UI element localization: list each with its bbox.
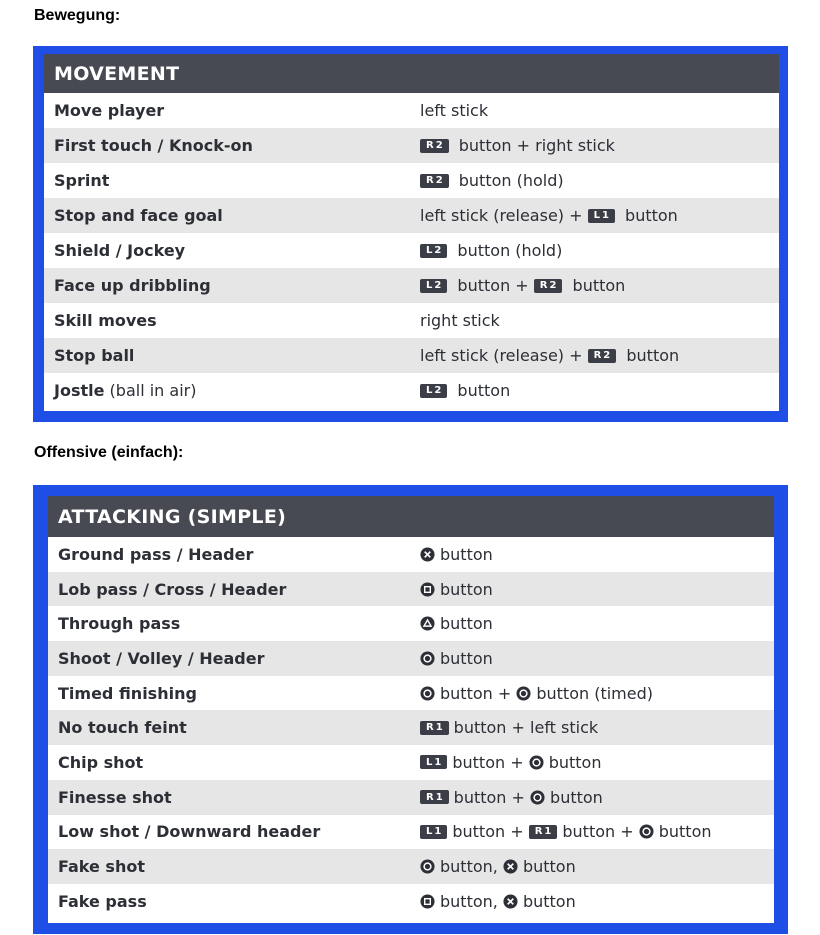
control-text: button + [440,683,517,703]
action-label: Ground pass / Header [58,544,254,564]
movement-rows [44,93,779,408]
section-heading-offensive: Offensive (einfach): [34,444,184,461]
control-cell [420,857,576,876]
action-cell [54,206,420,225]
attacking-row [48,815,774,850]
circle-button-icon [516,686,531,701]
l1-key-icon: L1 [420,755,447,769]
movement-row [44,373,779,408]
control-cell [420,241,562,260]
action-cell [58,822,420,841]
attacking-rows [48,537,774,919]
control-text: button + [562,822,639,842]
action-label: Low shot / Downward header [58,822,321,842]
control-text: button, [440,891,503,911]
control-cell [420,311,500,330]
action-cell [54,101,420,120]
control-cell [420,718,598,737]
action-cell [58,684,420,703]
control-text: button + [452,752,529,772]
action-cell [58,614,420,633]
control-text: right stick [420,311,500,330]
control-text: button (timed) [536,683,654,703]
control-text: button + left stick [453,718,599,738]
attacking-row [48,849,774,884]
control-text: button [452,381,511,400]
action-cell [54,171,420,190]
control-text: left stick (release) + [420,206,588,225]
attacking-row [48,710,774,745]
control-cell [420,381,510,400]
circle-button-icon [420,686,435,701]
action-cell [58,788,420,807]
control-cell [420,892,576,911]
attacking-row [48,606,774,641]
control-text: button + right stick [453,136,615,155]
circle-button-icon [529,755,544,770]
action-cell [58,545,420,564]
r2-key-icon: R2 [420,174,449,188]
action-cell [58,753,420,772]
r2-key-icon: R2 [420,139,449,153]
attacking-panel [33,485,788,934]
triangle-button-icon [420,616,435,631]
action-label: Skill moves [54,311,157,330]
movement-panel [33,46,788,422]
control-text: button [619,206,678,225]
section-heading-bewegung: Bewegung: [34,7,121,24]
action-cell [54,381,420,400]
control-cell [420,545,493,564]
attacking-row [48,641,774,676]
action-label: Chip shot [58,752,144,772]
action-label: Fake pass [58,891,147,911]
r2-key-icon: R2 [588,349,617,363]
control-cell [420,346,679,365]
attacking-row [48,884,774,919]
action-label: Lob pass / Cross / Header [58,579,287,599]
control-text: button, [440,857,503,877]
control-text: button (hold) [453,171,564,190]
cross-button-icon [503,859,518,874]
attacking-table-title: ATTACKING (SIMPLE) [48,496,774,537]
action-label: Timed finishing [58,683,197,703]
attacking-row [48,780,774,815]
movement-row [44,93,779,128]
action-label: Fake shot [58,857,145,877]
movement-table-title: MOVEMENT [44,54,779,93]
movement-row [44,163,779,198]
control-cell [420,101,488,120]
attacking-row [48,676,774,711]
movement-row [44,233,779,268]
r2-key-icon: R2 [534,279,563,293]
r1-key-icon: R1 [420,721,449,735]
attacking-row [48,537,774,572]
control-text: left stick (release) + [420,346,588,365]
l1-key-icon: L1 [588,209,615,223]
control-cell [420,649,493,668]
l2-key-icon: L2 [420,384,447,398]
control-text: button [548,752,602,772]
l1-key-icon: L1 [420,825,447,839]
control-text: button [567,276,626,295]
control-text: left stick [420,101,489,120]
movement-row [44,303,779,338]
action-label: Move player [54,101,165,120]
movement-table [44,54,779,411]
control-cell [420,753,601,772]
action-label: Shoot / Volley / Header [58,648,265,668]
action-cell [58,649,420,668]
attacking-row [48,745,774,780]
action-label: No touch feint [58,718,187,738]
control-text: button + [453,787,531,807]
control-text: button [440,579,493,599]
control-text: button [522,857,576,877]
control-text: button [440,544,493,564]
control-text: button [550,787,603,807]
circle-button-icon [530,790,545,805]
control-text: button [658,822,712,842]
l2-key-icon: L2 [420,244,447,258]
control-cell [420,206,678,225]
control-cell [420,788,603,807]
action-label: Face up dribbling [54,276,211,295]
control-cell [420,684,653,703]
action-label: Sprint [54,171,110,190]
movement-row [44,338,779,373]
control-text: button [522,891,576,911]
action-cell [54,311,420,330]
action-cell [58,857,420,876]
movement-row [44,268,779,303]
control-cell [420,614,493,633]
r1-key-icon: R1 [529,825,558,839]
action-cell [54,276,420,295]
attacking-row [48,572,774,607]
control-text: button [440,648,493,668]
action-note: (ball in air) [104,381,197,400]
action-label: Stop ball [54,346,135,365]
attacking-table [48,496,774,923]
control-text: button [621,346,680,365]
action-cell [58,892,420,911]
movement-row [44,198,779,233]
circle-button-icon [420,651,435,666]
circle-button-icon [639,824,654,839]
r1-key-icon: R1 [420,790,449,804]
movement-row [44,128,779,163]
action-cell [54,136,420,155]
square-button-icon [420,582,435,597]
square-button-icon [420,894,435,909]
action-label: Finesse shot [58,787,172,807]
action-cell [58,580,420,599]
cross-button-icon [420,547,435,562]
l2-key-icon: L2 [420,279,447,293]
control-text: button + [452,822,529,842]
cross-button-icon [503,894,518,909]
control-cell [420,136,615,155]
action-label: Shield / Jockey [54,241,186,260]
control-cell [420,171,564,190]
control-text: button + [452,276,534,295]
action-label: Jostle [54,381,105,400]
control-cell [420,580,493,599]
action-label: Through pass [58,614,181,634]
action-cell [54,241,420,260]
action-label: Stop and face goal [54,206,223,225]
action-label: First touch / Knock-on [54,136,253,155]
control-text: button (hold) [452,241,563,260]
control-cell [420,822,712,841]
action-cell [58,718,420,737]
circle-button-icon [420,859,435,874]
control-cell [420,276,625,295]
control-text: button [440,614,493,634]
action-cell [54,346,420,365]
